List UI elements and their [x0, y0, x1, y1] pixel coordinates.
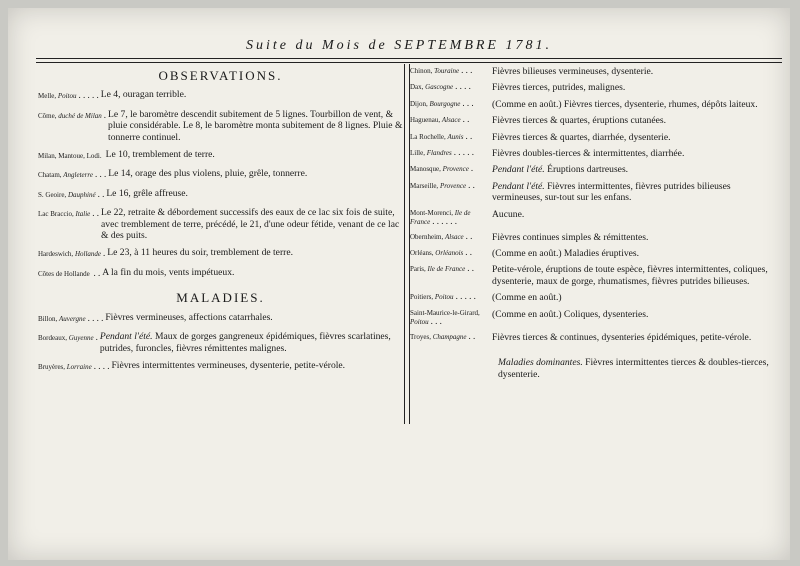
place-name: Obernheim,: [410, 232, 444, 241]
maladie-entry: [410, 309, 782, 327]
maladie-entry: [410, 82, 782, 93]
maladie-text: (Comme en août.) Maladies éruptives.: [492, 248, 640, 260]
observation-text: Le 10, tremblement de terre.: [105, 149, 215, 161]
maladie-entry: [410, 132, 782, 143]
leader-dots: . .: [93, 267, 101, 278]
maladie-text: Fièvres vermineuses, affections catarrhales.: [105, 311, 273, 323]
right-column: [410, 66, 782, 380]
maladie-text: Maux de gorges gangreneux épidémiques, fièvres scarlatines, putrides, furoncles, fièvres rémittentes malignes.: [99, 331, 391, 354]
place-name: Mont-Morenci,: [410, 208, 453, 217]
maladie-entry: [410, 148, 782, 159]
place-name: Poitiers,: [410, 293, 434, 302]
maladie-entry: [38, 360, 403, 373]
header-rule: [36, 58, 782, 63]
observation-text: Le 23, à 11 heures du soir, tremblement de terre.: [107, 247, 293, 259]
maladie-entry: [410, 209, 782, 227]
maladie-entry: [38, 331, 403, 354]
place-name: Lac Braccio,: [38, 210, 74, 219]
leader-dots: . .: [467, 263, 474, 274]
maladie-entry: [410, 264, 782, 287]
leader-dots: . . .: [430, 316, 442, 327]
maladie-text: Fièvres intermittentes vermineuses, dysenterie, petite-vérole.: [111, 359, 346, 371]
leader-dots: . . .: [94, 169, 107, 180]
place-name: Saint-Maurice-le-Girard,: [410, 308, 480, 317]
region-name: Gascogne: [425, 83, 454, 92]
maladie-text: Fièvres tierces & quartes, diarrhée, dysenterie.: [492, 131, 671, 143]
place-name: Lille,: [410, 149, 425, 158]
place-name: Haguenau,: [410, 116, 441, 125]
observations-title: OBSERVATIONS.: [158, 68, 283, 83]
maladie-entry: [410, 332, 782, 343]
place-name: Hardeswich,: [38, 250, 74, 259]
region-name: Orléanois: [435, 249, 464, 258]
maladie-text: Fièvres tierces, putrides, malignes.: [492, 82, 626, 94]
place-name: Orléans,: [410, 249, 434, 258]
leader-dots: .: [103, 248, 106, 259]
place-name: Bordeaux,: [38, 334, 67, 343]
region-name: Provence: [442, 165, 469, 174]
page-header: Suite du Mois de SEPTEMBRE 1781.: [246, 38, 552, 53]
leader-dots: .: [95, 332, 98, 343]
place-name: Manosque,: [410, 165, 441, 174]
region-name: Ile de France: [427, 265, 466, 274]
leader-dots: . . . .: [87, 312, 104, 323]
region-name: Angleterre: [63, 171, 93, 180]
place-name: Chinon,: [410, 67, 433, 75]
maladie-entry: [410, 232, 782, 243]
dominant-diseases: [410, 357, 782, 380]
left-column: [38, 66, 403, 379]
region-name: Poitou: [434, 293, 454, 302]
region-name: Ile de France: [410, 208, 471, 227]
maladie-entry: [410, 66, 782, 77]
maladie-text: (Comme en août.) Coliques, dysenteries.: [492, 308, 649, 320]
leader-dots: . .: [465, 130, 473, 141]
leader-dots: . . . . . .: [432, 216, 457, 227]
place-name: Milan, Mantoue, Lodi.: [38, 152, 102, 161]
region-name: Touraine: [434, 67, 460, 75]
region-name: Champagne: [432, 332, 467, 341]
region-name: Bourgogne: [429, 99, 461, 108]
maladie-entry: [38, 312, 403, 325]
maladie-text: (Comme en août.): [492, 292, 562, 304]
observation-text: Le 16, grêle affreuse.: [106, 187, 188, 199]
region-name: Provence: [439, 181, 467, 190]
region-name: Poitou: [57, 92, 77, 101]
region-name: Aunis: [447, 132, 464, 141]
maladie-text: Fièvres tierces & continues, dysenteries épidémiques, petite-vérole.: [492, 331, 752, 343]
period-note: Pendant l'été.: [492, 180, 545, 192]
leader-dots: . . .: [461, 65, 473, 75]
leader-dots: . .: [465, 247, 473, 258]
place-name: La Rochelle,: [410, 132, 446, 141]
region-name: Alsace: [445, 232, 464, 241]
maladie-text: Aucune.: [492, 208, 525, 220]
leader-dots: . .: [465, 230, 473, 241]
place-name: Chatam,: [38, 171, 62, 180]
observation-entry: [38, 89, 403, 102]
maladie-text: Fièvres bilieuses vermineuses, dysenterie.: [492, 66, 654, 77]
leader-dots: . . .: [462, 97, 474, 108]
place-name: S. Geoire,: [38, 190, 67, 199]
document-page: [8, 8, 790, 560]
maladie-entry: [410, 292, 782, 303]
place-name: Marseille,: [410, 181, 439, 190]
observation-entry: [38, 149, 403, 162]
region-name: Poitou: [410, 318, 429, 327]
period-note: Pendant l'été.: [492, 164, 545, 176]
leader-dots: . . . . .: [455, 291, 476, 302]
maladie-text: Fièvres tierces & quartes, éruptions cutanées.: [492, 115, 666, 127]
maladie-text: Petite-vérole, éruptions de toute espèce, fièvres intermittentes, coliques, dysenterie, maux de gorge, rhumatismes, fièvres putrides bilieuses.: [492, 264, 768, 287]
place-name: Melle,: [38, 92, 57, 101]
place-name: Paris,: [410, 265, 426, 274]
maladie-entry: [410, 99, 782, 110]
observation-entry: [38, 168, 403, 181]
observation-text: A la fin du mois, vents impétueux.: [102, 266, 235, 278]
observation-entry: [38, 247, 403, 260]
leader-dots: . .: [97, 188, 105, 199]
region-name: Alsace: [441, 116, 461, 125]
leader-dots: . .: [468, 330, 476, 341]
period-note: Pendant l'été.: [99, 331, 153, 343]
leader-dots: .: [103, 109, 107, 120]
maladie-text: (Comme en août.) Fièvres tierces, dysenterie, rhumes, dépôts laiteux.: [492, 98, 758, 110]
leader-dots: .: [470, 163, 474, 174]
leader-dots: . . . .: [93, 360, 110, 371]
leader-dots: . .: [468, 179, 475, 190]
place-name: Côme,: [38, 111, 57, 120]
leader-dots: . .: [462, 114, 470, 125]
region-name: Italie: [75, 210, 91, 219]
observation-text: Le 14, orage des plus violens, pluie, grêle, tonnerre.: [108, 168, 308, 180]
maladie-text: Fièvres continues simples & rémittentes.: [492, 231, 649, 243]
region-name: duché de Milan: [58, 111, 102, 120]
region-name: Lorraine: [66, 362, 92, 371]
region-name: Hollande: [74, 250, 101, 259]
observation-text: Le 4, ouragan terrible.: [100, 89, 187, 101]
dominant-text: Fièvres intermittentes tierces & doubles-tierces, dysenterie.: [498, 357, 769, 380]
observation-entry: [38, 267, 403, 280]
maladie-text: Fièvres doubles-tierces & intermittentes, diarrhée.: [492, 148, 685, 160]
observation-text: Le 22, retraite & débordement successifs des eaux de ce lac six fois de suite, avec tremblement de terre, précédé, le 21, d'une odeur fétide, venant de ce lac & des puits.: [101, 207, 400, 242]
leader-dots: . . . . .: [78, 90, 99, 101]
region-name: Flandres: [426, 149, 452, 158]
maladies-title: MALADIES.: [176, 290, 265, 306]
leader-dots: . . . .: [455, 81, 471, 92]
region-name: Dauphiné: [67, 190, 96, 199]
place-name: Dijon,: [410, 99, 428, 108]
place-name: Dax,: [410, 83, 424, 92]
place-name: Bruyères,: [38, 362, 66, 371]
region-name: Guyenne: [68, 334, 94, 343]
leader-dots: . . . . .: [453, 147, 474, 158]
observation-entry: [38, 109, 403, 143]
observation-entry: [38, 207, 403, 241]
maladie-text: Fièvres intermittentes, fièvres putrides bilieuses vermineuses, sur-tout sur les enfans.: [492, 180, 731, 204]
leader-dots: . .: [92, 208, 100, 219]
place-name: Billon,: [38, 314, 58, 323]
maladie-entry: [410, 115, 782, 126]
maladie-entry: [410, 181, 782, 204]
place-name: Côtes de Hollande: [38, 269, 90, 278]
maladie-text: Éruptions dartreuses.: [547, 164, 629, 176]
observation-entry: [38, 188, 403, 201]
maladie-entry: [410, 164, 782, 175]
place-name: Troyes,: [410, 332, 431, 341]
observation-text: Le 7, le baromètre descendit subitement de 5 lignes. Tourbillon de vent, & pluie considérable. Le 8, le baromètre monta subitement de 8 lignes. Pluie & tonnerre continuel.: [108, 108, 403, 143]
region-name: Auvergne: [59, 314, 86, 323]
maladie-entry: [410, 248, 782, 259]
dominant-label: Maladies dominantes.: [498, 357, 583, 369]
